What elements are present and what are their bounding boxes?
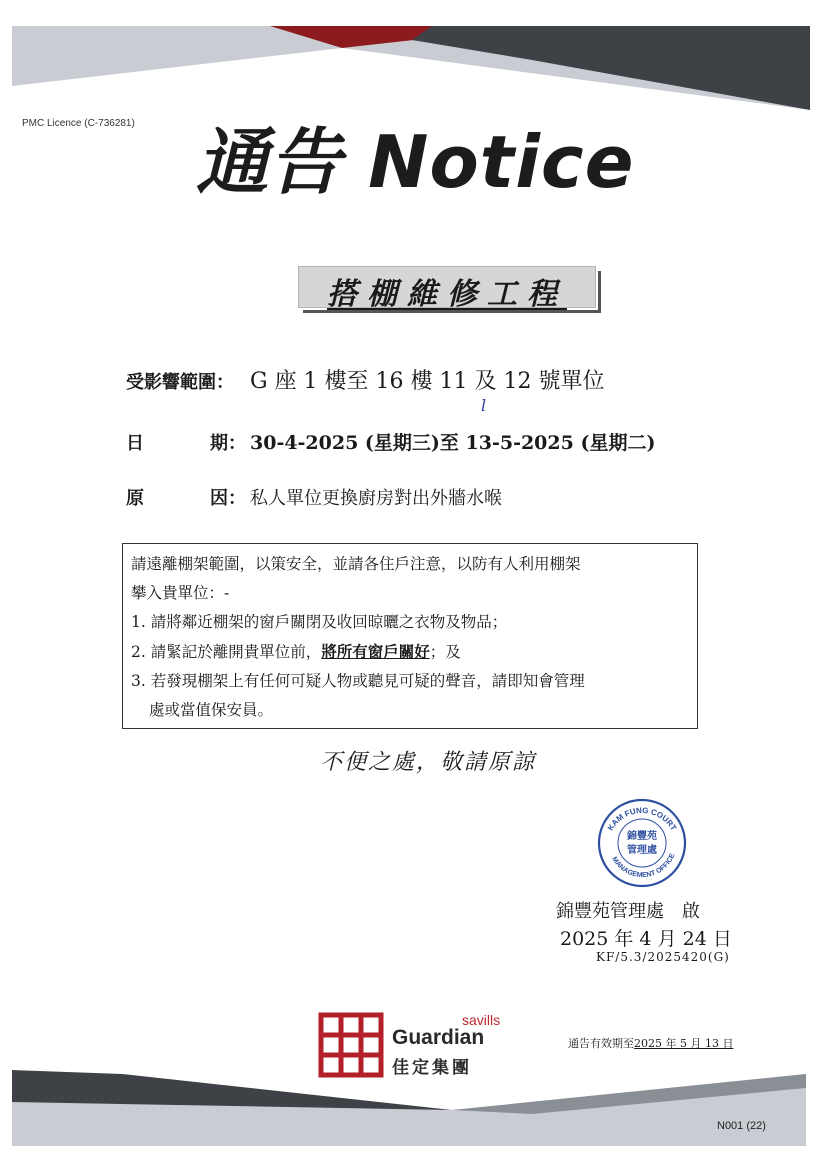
- scope-row: [126, 364, 605, 395]
- stamp-center-line-2: 管理處: [627, 845, 657, 856]
- licence-number: PMC Licence (C-736281): [22, 118, 135, 129]
- item-2-text: 2. 請緊記於離開貴單位前，: [131, 643, 322, 661]
- date-label-b: 期：: [210, 433, 246, 454]
- brand-savills: savills: [462, 1012, 501, 1028]
- validity-notice: [568, 1035, 733, 1051]
- validity-date: 2025 年 5 月 13 日: [634, 1037, 734, 1050]
- stamp-bottom-text: MANAGEMENT OFFICE: [610, 852, 677, 880]
- top-banner: [12, 26, 810, 110]
- bottom-banner: [12, 1070, 806, 1146]
- subject-title: 搭棚維修工程: [327, 277, 567, 312]
- reference-number: KF/5.3/2025420(G): [596, 950, 730, 964]
- subject-box: [298, 266, 596, 312]
- reason-label-b: 因：: [210, 488, 246, 509]
- item-2-tail: ；及: [429, 643, 461, 661]
- stamp-inner-ring: [618, 819, 666, 867]
- date-label-a: 日: [126, 433, 144, 454]
- top-banner-dark: [412, 26, 810, 110]
- stamp-center-line-1: 錦豐苑: [627, 831, 657, 842]
- guardian-logo-cutouts: [327, 1021, 375, 1069]
- brand-name: Guardian: [392, 1026, 485, 1049]
- date-row: [126, 428, 655, 455]
- brand-name-cjk: 佳定集團: [392, 1058, 472, 1078]
- reason-row: [126, 484, 502, 510]
- date-label: [126, 429, 250, 455]
- instruction-item-3: 3. 若發現棚架上有任何可疑人物或聽見可疑的聲音，請即知會管理: [131, 672, 585, 690]
- page-title: 通告 Notice: [196, 120, 635, 204]
- instruction-item-1: 1. 請將鄰近棚架的窗戶關閉及收回晾曬之衣物及物品；: [131, 613, 508, 631]
- instruction-item-2: [131, 637, 689, 667]
- apology-text: 不便之處，敬請原諒: [320, 750, 537, 775]
- stamp-top-text: KAM FUNG COURT: [605, 805, 679, 833]
- handwritten-mark: l: [481, 396, 487, 415]
- date-value: 30-4-2025 (星期三)至 13-5-2025 (星期二): [250, 432, 656, 454]
- signature-date: 2025 年 4 月 24 日: [560, 928, 732, 950]
- intro-line-2: 攀入貴單位：-: [131, 584, 230, 602]
- scope-value: G 座 1 樓至 16 樓 11 及 12 號單位: [250, 369, 605, 394]
- reason-label-a: 原: [126, 488, 144, 509]
- validity-prefix: 通告有效期至: [568, 1037, 634, 1050]
- intro-line-1: 請遠離棚架範圍，以策安全，並請各住戶注意，以防有人利用棚架: [131, 555, 581, 573]
- document-code: N001 (22): [717, 1120, 766, 1132]
- safety-notice-box: [122, 543, 698, 729]
- management-office-stamp: [596, 797, 688, 889]
- scope-label: 受影響範圍：: [126, 372, 234, 393]
- reason-value: 私人單位更換廚房對出外牆水喉: [250, 488, 502, 509]
- signature-office: 錦豐苑管理處 啟: [556, 901, 700, 922]
- reason-label: [126, 484, 250, 510]
- item-2-emphasis: 將所有窗戶關好: [321, 642, 430, 661]
- instruction-item-3-cont: 處或當值保安員。: [149, 701, 274, 719]
